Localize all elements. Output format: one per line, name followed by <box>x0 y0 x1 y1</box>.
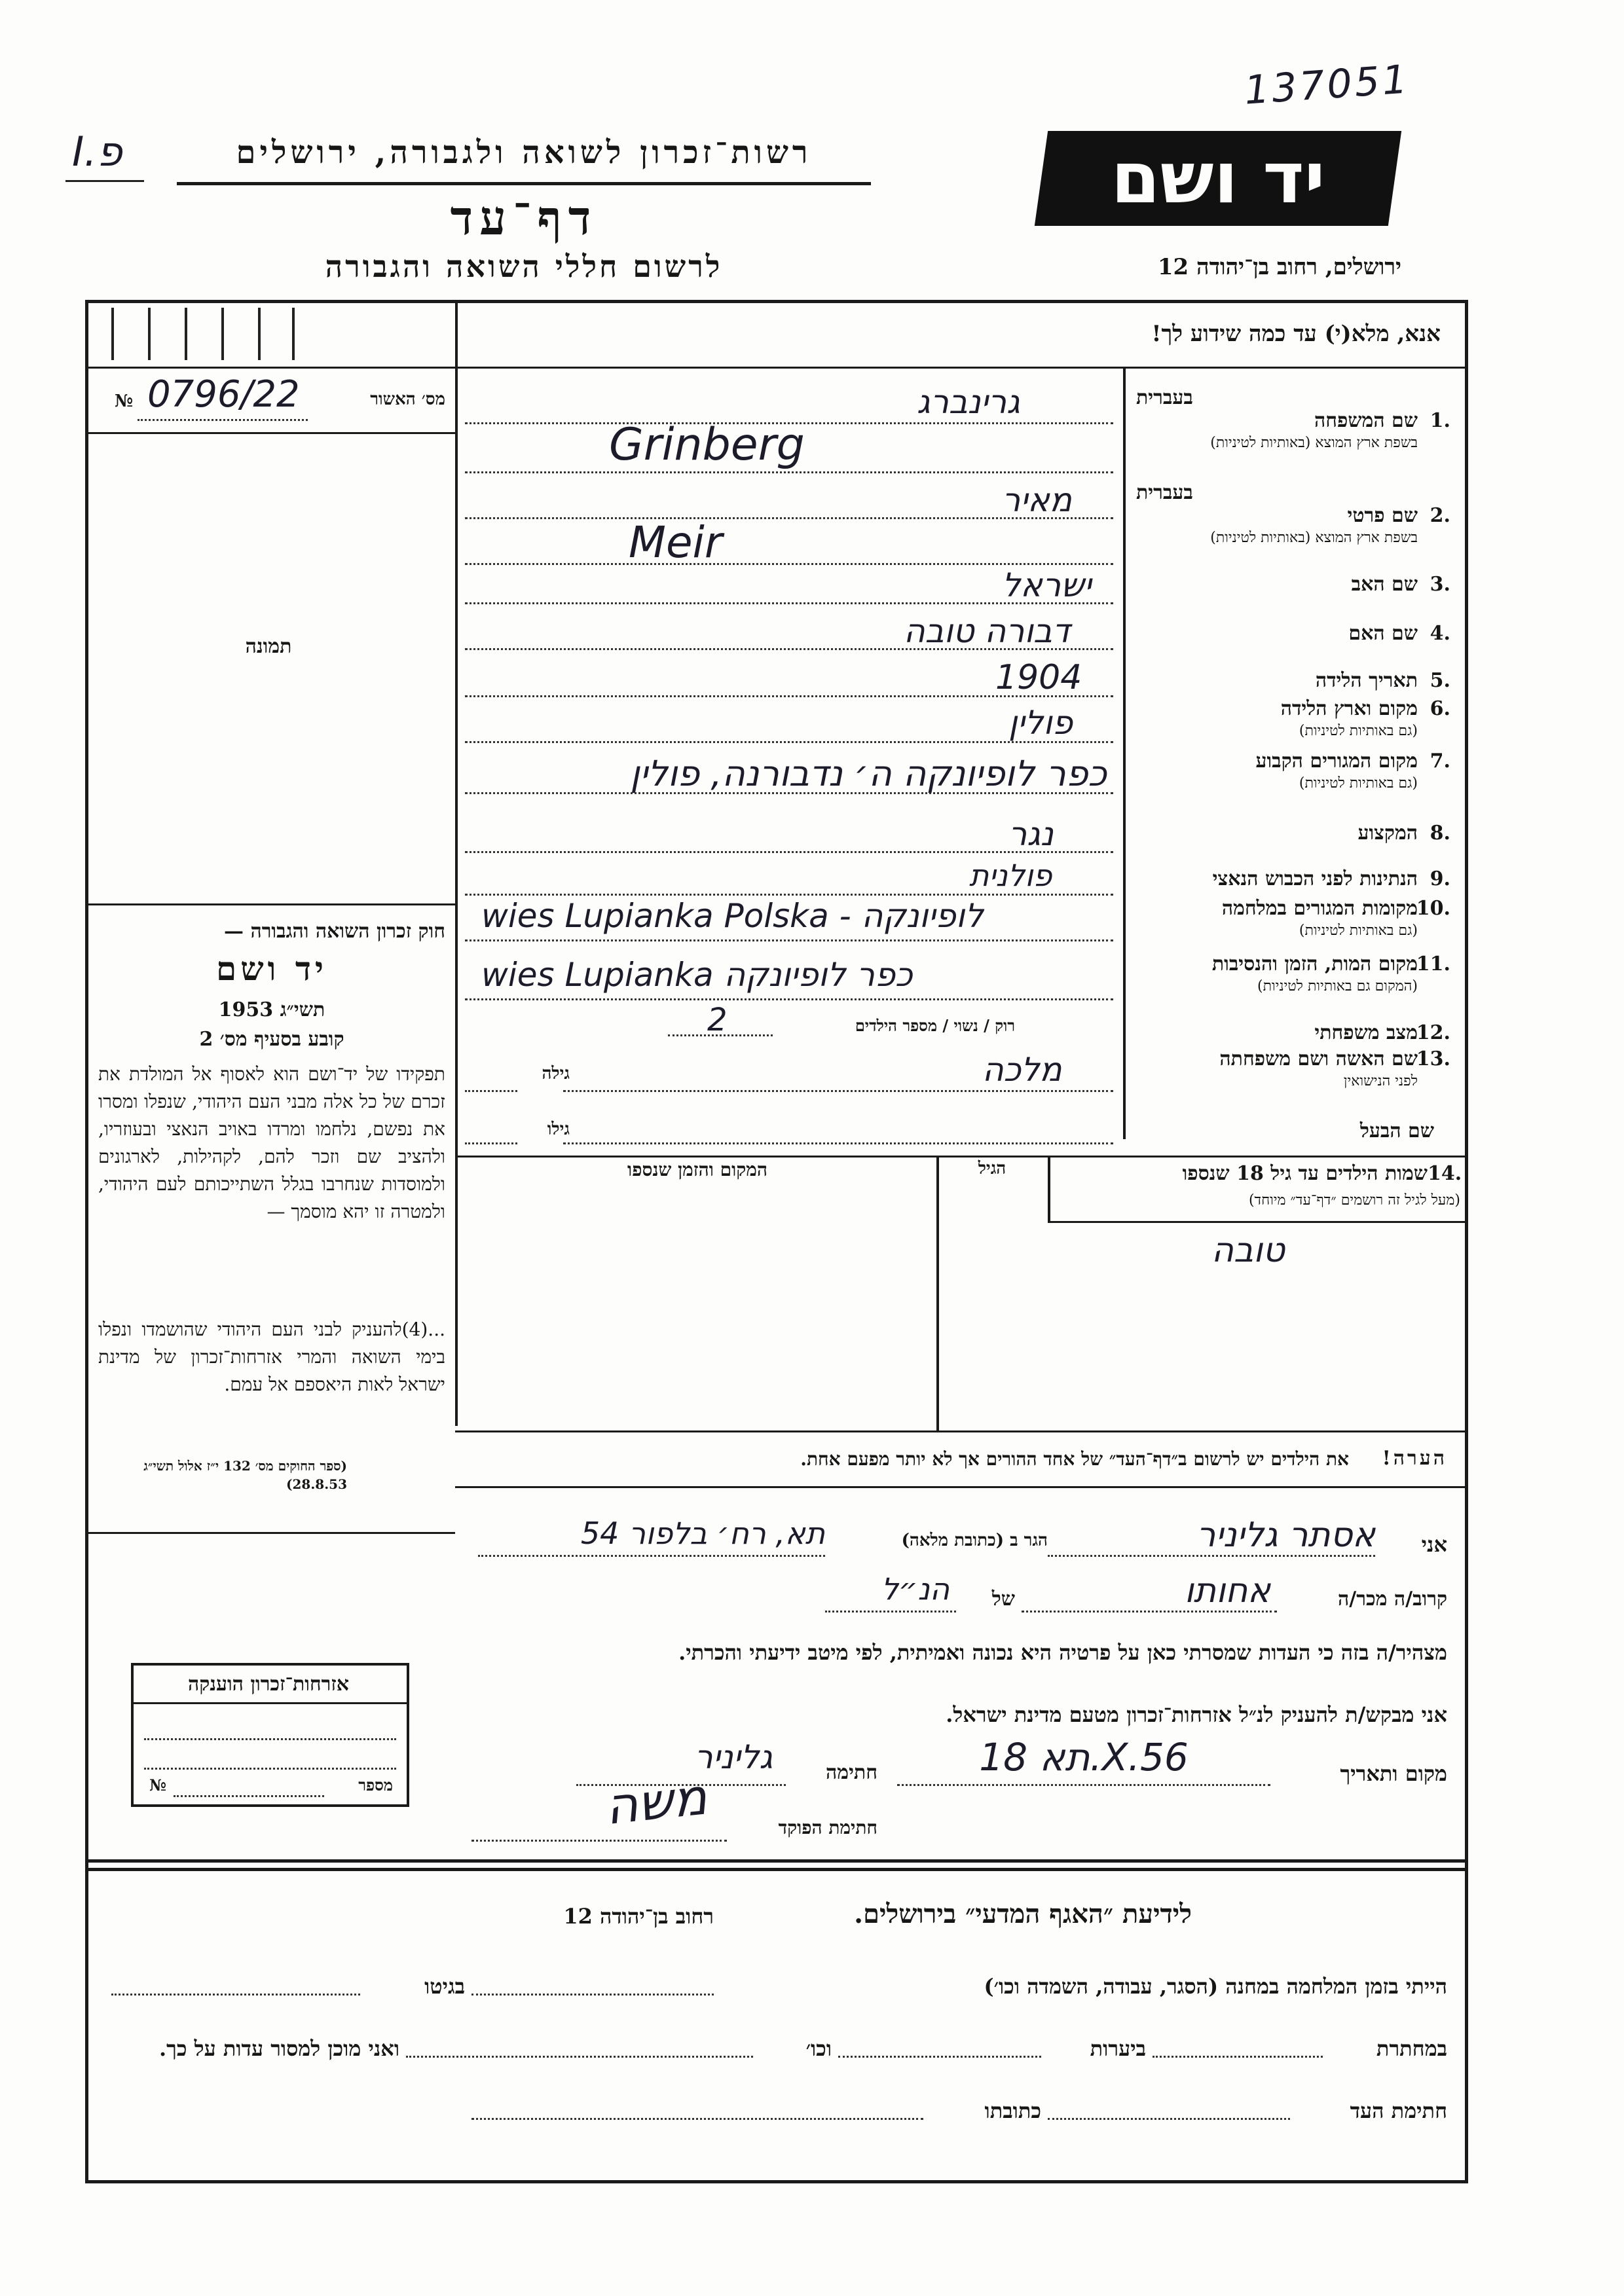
note-label: הערה! <box>1382 1447 1447 1470</box>
profession: נגר <box>1008 815 1054 853</box>
declarant-relation: אחותו <box>1184 1571 1270 1611</box>
field-sub: לפני הנישואין <box>1343 1073 1418 1089</box>
birth-place: פולין <box>1008 704 1073 742</box>
citizenship-number-line <box>174 1795 324 1797</box>
field-label: מצב משפחתי <box>1314 1021 1418 1044</box>
footer-ready: ואני מוכן למסור עדות על כך. <box>158 2036 399 2061</box>
citizenship-number-sign: № <box>149 1776 167 1795</box>
declarant-resides-label: הגר ב (כתובת מלאה) <box>901 1531 1048 1550</box>
children-header-bottom <box>1048 1221 1468 1223</box>
approval-rule-top <box>85 367 455 369</box>
footer-ghetto: בגיטו <box>424 1974 465 1999</box>
line-wife-age <box>465 1090 517 1092</box>
children-col-divider-1 <box>1048 1156 1050 1221</box>
field-surname <box>1130 409 1450 462</box>
field-label: שם המשפחה <box>1314 409 1418 432</box>
marital-options: רוק / נשוי / מספר הילדים <box>855 1016 1015 1035</box>
law-year: תשי״ג 1953 <box>218 998 325 1021</box>
children-label: שמות הילדים עד גיל 18 שנספו <box>1182 1162 1428 1185</box>
form-intro: אנא, מלא(י) עד כמה שידוע לך! <box>1151 321 1441 347</box>
footer-address-line <box>471 2118 923 2120</box>
field-sub: בשפת ארץ המוצא (באותיות לטיניות) <box>1210 530 1418 546</box>
field-label: מקום המות, הזמן והנסיבות <box>1211 953 1418 975</box>
intro-divider <box>455 367 1468 369</box>
line-declarant-address <box>478 1555 825 1557</box>
field-father <box>1130 573 1450 606</box>
corner-mark: פ.I <box>72 128 122 175</box>
line-husband-age <box>465 1142 517 1144</box>
field-sub: (המקום גם באותיות לטיניות) <box>1257 978 1418 994</box>
citizenship-line-2 <box>144 1768 396 1770</box>
law-text-2: ...(4)להעניק לבני העם היהודי שהושמדו ונפלו בימי השואה והמרי אזרחות־זכרון של מדינת ישראל לאות היאספם אל עמם. <box>98 1319 445 1395</box>
line-nationality <box>465 894 1113 896</box>
children-count: 2 <box>707 1002 728 1038</box>
law-reference: (ספר החוקים מס׳ 132 י״ז אלול תשי״ג 28.8.53) <box>143 1458 347 1492</box>
field-death-place <box>1130 953 1450 998</box>
nationality: פולנית <box>969 858 1052 893</box>
declarant-name: אסתר גליניר <box>1196 1516 1375 1555</box>
field-num: 8. <box>1430 822 1450 845</box>
mother-name: דבורה טובה <box>904 612 1071 650</box>
law-title: חוק זכרון השואה והגבורה — <box>224 920 445 943</box>
note-row-bottom <box>455 1486 1468 1488</box>
field-label: שם האב <box>1351 573 1418 596</box>
field-sub: (גם באותיות לטיניות) <box>1299 922 1418 939</box>
wife-age-label: גילה <box>542 1064 570 1084</box>
left-column-divider <box>455 300 458 1426</box>
citizenship-title-rule <box>131 1702 409 1704</box>
first-name-hebrew: מאיר <box>1002 481 1072 519</box>
field-num: 12. <box>1416 1021 1450 1044</box>
line-of <box>825 1611 956 1613</box>
photo-label: תמונה <box>245 635 292 658</box>
field-label: מקומות המגורים במלחמה <box>1221 897 1418 920</box>
corner-mark-underline <box>65 180 144 182</box>
place-date-value: תא 18.X.56 <box>979 1735 1189 1779</box>
of-value: הנ״ל <box>881 1571 950 1607</box>
line-wife <box>563 1090 1113 1092</box>
field-first-name <box>1130 504 1450 556</box>
approval-prefix: № <box>115 392 134 411</box>
field-label: מקום וארץ הלידה <box>1280 697 1418 720</box>
citizenship-title: אזרחות־זכרון הוענקה <box>187 1673 350 1696</box>
reference-number: 137051 <box>1242 56 1412 114</box>
declaration-text: מצהיר/ה בזה כי העדות שמסרתי כאן על פרטיה היא נכונה ואמיתית, לפי מיטב ידיעתי והכרתי. <box>678 1640 1447 1665</box>
field-num: 9. <box>1430 867 1450 890</box>
field-num: 10. <box>1416 897 1450 920</box>
field-label: מקום המגורים הקבוע <box>1255 750 1418 773</box>
hebrew-label-1: בעברית <box>1136 386 1193 409</box>
field-num: 4. <box>1430 622 1450 645</box>
line-declarant-name <box>1048 1555 1375 1557</box>
law-clause: קובע בסעיף מס׳ 2 <box>199 1028 344 1051</box>
officer-label: חתימת הפוקד <box>778 1817 877 1838</box>
field-birth-place <box>1130 697 1450 743</box>
first-name-latin: Meir <box>629 517 723 568</box>
field-label: שם פרטי <box>1347 504 1418 527</box>
hebrew-label-2: בעברית <box>1136 481 1193 504</box>
field-profession <box>1130 822 1450 854</box>
footer-etc-line <box>406 2056 753 2058</box>
children-place-col: המקום והזמן שנספו <box>627 1159 767 1180</box>
approval-label: מס׳ האשור <box>370 390 445 409</box>
footer-camp-line <box>471 1994 714 1995</box>
children-table-top <box>455 1156 1468 1157</box>
officer-signature: משה <box>602 1767 710 1836</box>
field-num: 13. <box>1416 1048 1450 1070</box>
note-text: את הילדים יש לרשום ב״דף־העד״ של אחד ההורים אך לא יותר מפעם אחת. <box>800 1448 1349 1470</box>
law-text: תפקידו של יד־ושם הוא לאסוף אל המולדת את זכרם של כל אלה מבני העם היהודי, שנפלו ומסרו את נפשם, נלחמו ומרדו באויב הנאצי ובעוזריו, ולהציב שם וזכר להם, לקהילות, לארגונים ולמוסדות שנחרבו בגלל השתייכותם לעם היהודי, ולמטרה זו יהא מוסמך — <box>98 1063 445 1222</box>
line-surname-lat <box>465 471 1113 473</box>
form-subtitle: לרשום חללי השואה והגבורה <box>325 249 723 284</box>
field-label: שם האשה ושם משפחתה <box>1219 1048 1418 1070</box>
law-panel-bottom <box>85 1532 455 1534</box>
note-row-top <box>455 1430 1468 1432</box>
field-label: הנתינות לפני הכבוש הנאצי <box>1212 867 1418 890</box>
footer-underground: במחתרת <box>1376 2036 1447 2061</box>
place-date-label: מקום ותאריך <box>1340 1761 1447 1786</box>
footer-line-1: הייתי בזמן המלחמה במחנה (הסגר, עבודה, השמדה וכו׳) <box>984 1974 1447 1999</box>
declarant-address: תא, רח׳ בלפור 54 <box>580 1516 825 1551</box>
field-num: 5. <box>1430 669 1450 692</box>
footer-etc: וכו׳ <box>805 2036 832 2061</box>
address-header: ירושלים, רחוב בן־יהודה 12 <box>1157 254 1401 280</box>
footer-address-label: כתובתו <box>984 2098 1041 2123</box>
father-name: ישראל <box>1002 566 1092 604</box>
line-husband <box>563 1142 1113 1144</box>
birth-date: 1904 <box>995 658 1082 697</box>
field-label: תאריך הלידה <box>1315 669 1418 692</box>
declarant-signature: גליניר <box>694 1738 773 1776</box>
relative-label: קרוב/ה מכר/ה <box>1338 1588 1447 1611</box>
form-title: דף־עד <box>450 190 598 246</box>
line-death-place <box>465 998 1113 1000</box>
org-title: רשות־זכרון לשואה ולגבורה, ירושלים <box>236 134 812 171</box>
labels-column-divider <box>1123 367 1126 1139</box>
yad-vashem-logo <box>1035 131 1401 226</box>
field-label: המקצוע <box>1357 822 1418 845</box>
field-num: 2. <box>1430 504 1450 527</box>
field-label: שם האם <box>1348 622 1418 645</box>
field-num: 1. <box>1430 409 1450 432</box>
footer-forests: ביערות <box>1090 2036 1146 2061</box>
law-name: יד ושם <box>216 949 327 988</box>
field-num: 11. <box>1416 953 1450 975</box>
footer-underground-line <box>1153 2056 1323 2058</box>
org-title-rule <box>177 182 871 185</box>
declarant-i-label: אני <box>1421 1532 1447 1557</box>
approval-number: 0796/22 <box>147 373 300 416</box>
children-sub: (מעל לגיל זה רושמים ״דף־עד״ מיוחד) <box>1248 1192 1460 1209</box>
footer-forests-line <box>838 2056 1041 2058</box>
death-place: wies Lupianka כפר לופיונקה <box>481 956 913 994</box>
line-war-residence <box>465 939 1113 941</box>
field-residence <box>1130 750 1450 795</box>
field-sub: בשפת ארץ המוצא (באותיות לטיניות) <box>1210 435 1418 451</box>
husband-label: שם הבעל <box>1359 1120 1434 1142</box>
residence: כפר לופיונקה ה׳ נדבורנה, פולין <box>630 753 1107 794</box>
of-label: של <box>991 1588 1015 1611</box>
husband-age-label: גילו <box>547 1120 570 1139</box>
field-num: 7. <box>1430 750 1450 773</box>
citizenship-line-1 <box>144 1738 396 1740</box>
field-sub: (גם באותיות לטיניות) <box>1299 723 1418 739</box>
wife-name: מלכה <box>982 1051 1062 1089</box>
line-relation <box>1022 1611 1277 1613</box>
field-mother <box>1130 622 1450 655</box>
surname-hebrew: גרינברג <box>917 383 1020 421</box>
approval-rule-bottom <box>85 432 455 434</box>
citizenship-number-label: מספר <box>358 1776 393 1795</box>
children-col-divider-2 <box>936 1156 939 1430</box>
photo-rule-bottom <box>85 903 455 905</box>
war-residence: wies Lupianka Polska - לופיונקה <box>481 897 984 935</box>
field-war-residence <box>1130 897 1450 943</box>
field-num: 3. <box>1430 573 1450 596</box>
footer-ghetto-line <box>111 1994 360 1995</box>
request-text: אני מבקש/ת להעניק לנ״ל אזרחות־זכרון מטעם מדינת ישראל. <box>946 1702 1447 1727</box>
field-num: 6. <box>1430 697 1450 720</box>
form-stub-ticks <box>111 308 295 360</box>
children-age-col: הגיל <box>978 1159 1006 1178</box>
field-sub: (גם באותיות לטיניות) <box>1299 775 1418 792</box>
child-entry: טובה <box>1211 1231 1285 1270</box>
footer-address: רחוב בן־יהודה 12 <box>563 1904 714 1929</box>
approval-line <box>138 419 308 421</box>
line-place-date <box>897 1784 1270 1786</box>
signature-label: חתימה <box>826 1761 877 1784</box>
footer-witness-signature: חתימת העד <box>1350 2098 1447 2123</box>
footer-title: לידיעת ״האגף המדעי״ בירושלים. <box>854 1899 1192 1929</box>
footer-witness-line <box>1048 2118 1290 2120</box>
logo-text: יד ושם <box>1111 137 1325 219</box>
field-wife <box>1130 1048 1450 1093</box>
surname-latin: Grinberg <box>609 419 805 471</box>
line-first-lat <box>465 563 1113 565</box>
field-nationality <box>1130 867 1450 900</box>
children-num: 14. <box>1428 1162 1462 1185</box>
